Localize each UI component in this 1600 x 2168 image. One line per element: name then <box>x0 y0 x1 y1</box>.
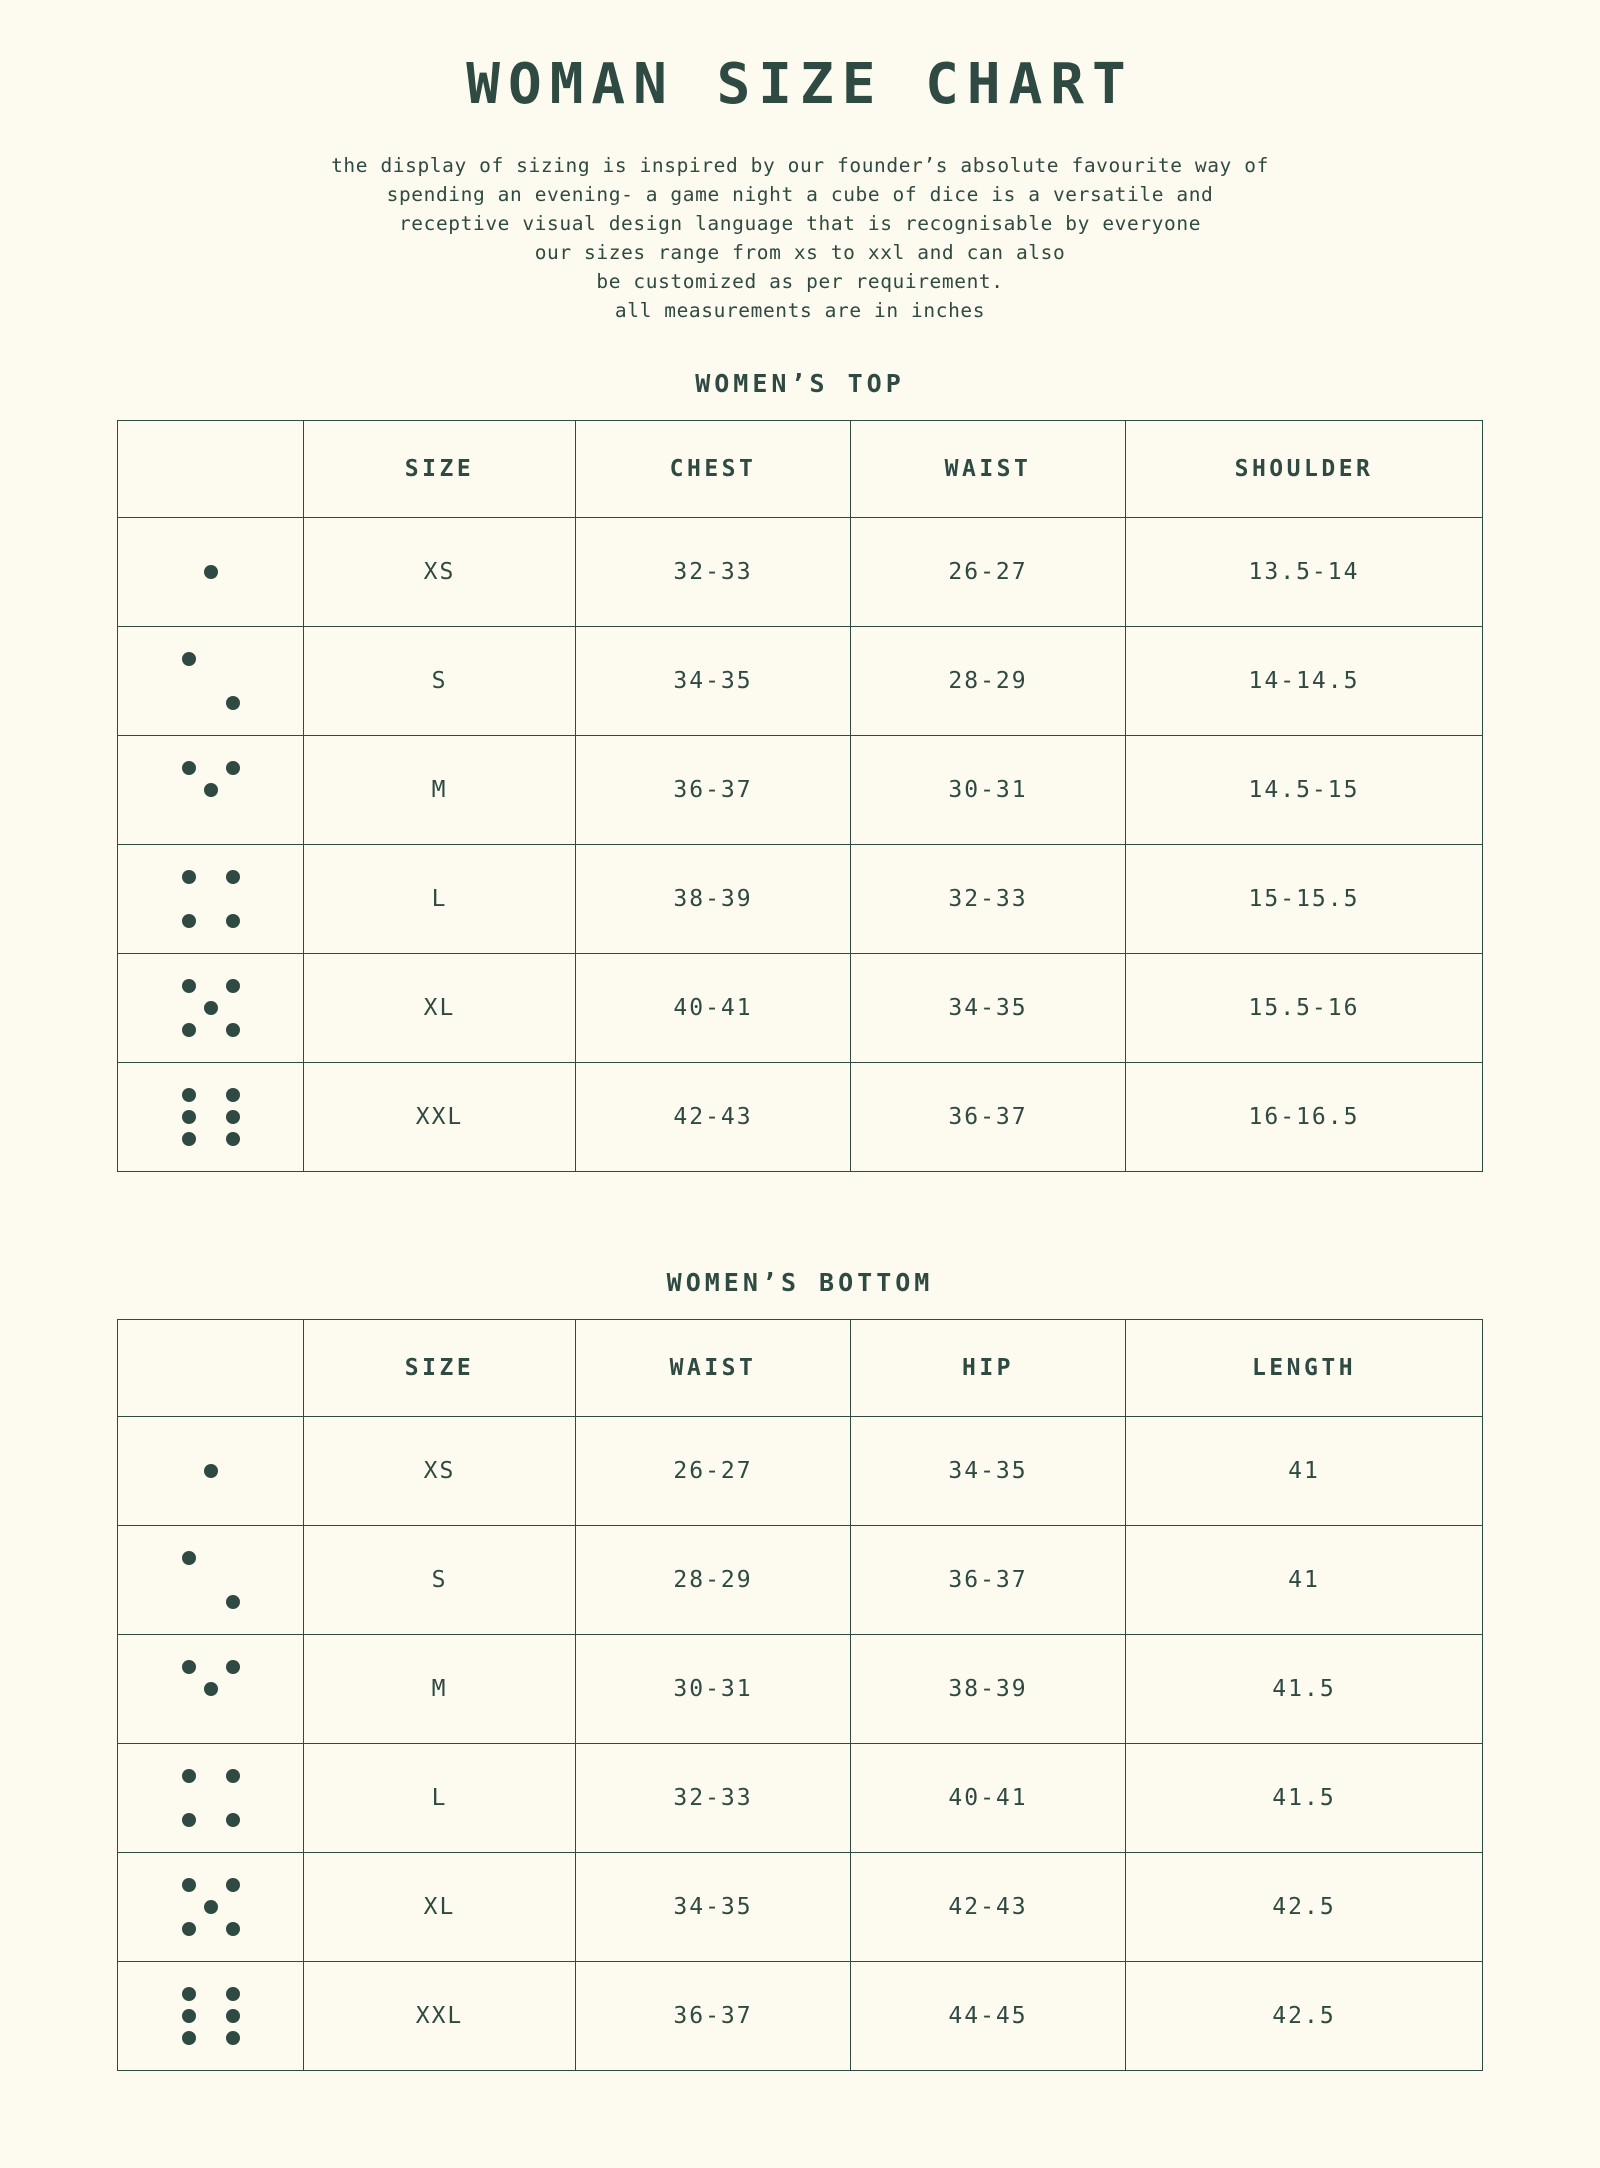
dice-pip <box>182 1132 196 1146</box>
table-row <box>118 1744 1483 1853</box>
dice-icon-6 <box>176 1082 246 1152</box>
cell-size: S <box>304 627 576 736</box>
cell-chest: 34-35 <box>576 627 851 736</box>
column-header-size: SIZE <box>304 421 576 518</box>
column-header-shoulder: SHOULDER <box>1126 421 1483 518</box>
dice-icon-4 <box>176 1763 246 1833</box>
cell-waist: 36-37 <box>576 1962 851 2071</box>
dice-pip <box>182 870 196 884</box>
cell-length: 41 <box>1126 1417 1483 1526</box>
dice-pip <box>226 979 240 993</box>
dice-cell <box>118 1417 304 1526</box>
cell-waist: 34-35 <box>851 954 1126 1063</box>
cell-chest: 40-41 <box>576 954 851 1063</box>
cell-shoulder: 15.5-16 <box>1126 954 1483 1063</box>
cell-shoulder: 16-16.5 <box>1126 1063 1483 1172</box>
dice-cell <box>118 736 304 845</box>
cell-chest: 32-33 <box>576 518 851 627</box>
dice-pip <box>182 1023 196 1037</box>
cell-waist: 28-29 <box>576 1526 851 1635</box>
cell-waist: 36-37 <box>851 1063 1126 1172</box>
table-row <box>118 627 1483 736</box>
dice-pip <box>182 979 196 993</box>
dice-cell <box>118 1635 304 1744</box>
dice-pip <box>204 783 218 797</box>
table-row <box>118 1526 1483 1635</box>
dice-icon-5 <box>176 1872 246 1942</box>
cell-size: XXL <box>304 1063 576 1172</box>
cell-chest: 38-39 <box>576 845 851 954</box>
dice-icon-5 <box>176 973 246 1043</box>
dice-pip <box>226 1132 240 1146</box>
section-spacer <box>115 1172 1485 1268</box>
cell-waist: 34-35 <box>576 1853 851 1962</box>
dice-icon-3 <box>176 755 246 825</box>
cell-waist: 30-31 <box>851 736 1126 845</box>
dice-icon-2 <box>176 1545 246 1615</box>
cell-shoulder: 14-14.5 <box>1126 627 1483 736</box>
dice-pip <box>226 696 240 710</box>
cell-shoulder: 14.5-15 <box>1126 736 1483 845</box>
intro-paragraph <box>220 151 1380 325</box>
cell-waist: 30-31 <box>576 1635 851 1744</box>
dice-icon-1 <box>176 1436 246 1506</box>
table-header-row <box>118 1320 1483 1417</box>
size-table-bottom <box>117 1319 1483 2071</box>
intro-line: be customized as per requirement. <box>596 270 1004 293</box>
dice-pip <box>182 1922 196 1936</box>
cell-hip: 40-41 <box>851 1744 1126 1853</box>
dice-pip <box>226 761 240 775</box>
dice-pip <box>182 1660 196 1674</box>
cell-size: XS <box>304 1417 576 1526</box>
dice-pip <box>226 1110 240 1124</box>
intro-line: all measurements are in inches <box>614 299 986 322</box>
cell-size: XL <box>304 954 576 1063</box>
cell-hip: 36-37 <box>851 1526 1126 1635</box>
section-title-bottom: WOMEN’S BOTTOM <box>666 1268 934 1297</box>
dice-pip <box>226 870 240 884</box>
cell-chest: 36-37 <box>576 736 851 845</box>
dice-pip <box>204 1682 218 1696</box>
column-header-chest: CHEST <box>576 421 851 518</box>
dice-icon-1 <box>176 537 246 607</box>
cell-length: 42.5 <box>1126 1853 1483 1962</box>
dice-cell <box>118 1526 304 1635</box>
cell-size: M <box>304 736 576 845</box>
dice-pip <box>226 1813 240 1827</box>
cell-size: S <box>304 1526 576 1635</box>
cell-length: 41.5 <box>1126 1744 1483 1853</box>
dice-pip <box>182 1769 196 1783</box>
dice-pip <box>226 914 240 928</box>
dice-pip <box>182 1813 196 1827</box>
dice-pip <box>204 1001 218 1015</box>
cell-hip: 42-43 <box>851 1853 1126 1962</box>
cell-hip: 34-35 <box>851 1417 1126 1526</box>
dice-pip <box>182 1088 196 1102</box>
dice-pip <box>204 1900 218 1914</box>
cell-length: 42.5 <box>1126 1962 1483 2071</box>
dice-pip <box>204 1464 218 1478</box>
dice-pip <box>204 565 218 579</box>
dice-icon-4 <box>176 864 246 934</box>
dice-pip <box>182 1551 196 1565</box>
cell-chest: 42-43 <box>576 1063 851 1172</box>
intro-line: the display of sizing is inspired by our founder’s absolute favourite way of <box>331 154 1269 177</box>
table-row <box>118 1853 1483 1962</box>
dice-cell <box>118 627 304 736</box>
table-row <box>118 736 1483 845</box>
table-row <box>118 845 1483 954</box>
column-header-waist: WAIST <box>851 421 1126 518</box>
dice-pip <box>226 2031 240 2045</box>
dice-pip <box>226 1660 240 1674</box>
cell-hip: 38-39 <box>851 1635 1126 1744</box>
dice-cell <box>118 954 304 1063</box>
table-row <box>118 518 1483 627</box>
cell-size: M <box>304 1635 576 1744</box>
cell-size: XL <box>304 1853 576 1962</box>
dice-cell <box>118 1853 304 1962</box>
cell-waist: 26-27 <box>851 518 1126 627</box>
dice-pip <box>226 1088 240 1102</box>
cell-shoulder: 13.5-14 <box>1126 518 1483 627</box>
cell-waist: 28-29 <box>851 627 1126 736</box>
dice-cell <box>118 1962 304 2071</box>
dice-pip <box>226 2009 240 2023</box>
intro-line: receptive visual design language that is recognisable by everyone <box>398 212 1202 235</box>
intro-line: our sizes range from xs to xxl and can also <box>534 241 1066 264</box>
table-header-row <box>118 421 1483 518</box>
cell-waist: 32-33 <box>851 845 1126 954</box>
dice-pip <box>182 2031 196 2045</box>
dice-pip <box>182 1110 196 1124</box>
dice-pip <box>182 1987 196 2001</box>
dice-pip <box>226 1987 240 2001</box>
dice-pip <box>182 652 196 666</box>
table-row <box>118 1635 1483 1744</box>
table-row <box>118 1962 1483 2071</box>
dice-pip <box>226 1878 240 1892</box>
table-row <box>118 954 1483 1063</box>
dice-pip <box>182 914 196 928</box>
column-header-hip: HIP <box>851 1320 1126 1417</box>
cell-hip: 44-45 <box>851 1962 1126 2071</box>
column-header-dice <box>118 1320 304 1417</box>
dice-cell <box>118 1744 304 1853</box>
page-title: WOMAN SIZE CHART <box>466 52 1134 117</box>
cell-size: L <box>304 1744 576 1853</box>
cell-size: L <box>304 845 576 954</box>
dice-pip <box>226 1595 240 1609</box>
dice-icon-6 <box>176 1981 246 2051</box>
cell-shoulder: 15-15.5 <box>1126 845 1483 954</box>
dice-pip <box>182 2009 196 2023</box>
column-header-size: SIZE <box>304 1320 576 1417</box>
column-header-dice <box>118 421 304 518</box>
size-table-top <box>117 420 1483 1172</box>
dice-icon-2 <box>176 646 246 716</box>
dice-pip <box>226 1769 240 1783</box>
dice-cell <box>118 845 304 954</box>
dice-icon-3 <box>176 1654 246 1724</box>
section-title-top: WOMEN’S TOP <box>695 369 905 398</box>
cell-length: 41 <box>1126 1526 1483 1635</box>
dice-pip <box>182 1878 196 1892</box>
dice-cell <box>118 518 304 627</box>
cell-size: XXL <box>304 1962 576 2071</box>
cell-waist: 32-33 <box>576 1744 851 1853</box>
intro-line: spending an evening- a game night a cube of dice is a versatile and <box>386 183 1214 206</box>
dice-cell <box>118 1063 304 1172</box>
column-header-waist: WAIST <box>576 1320 851 1417</box>
dice-pip <box>226 1023 240 1037</box>
table-row <box>118 1417 1483 1526</box>
cell-size: XS <box>304 518 576 627</box>
cell-waist: 26-27 <box>576 1417 851 1526</box>
dice-pip <box>182 761 196 775</box>
dice-pip <box>226 1922 240 1936</box>
cell-length: 41.5 <box>1126 1635 1483 1744</box>
column-header-length: LENGTH <box>1126 1320 1483 1417</box>
table-row <box>118 1063 1483 1172</box>
